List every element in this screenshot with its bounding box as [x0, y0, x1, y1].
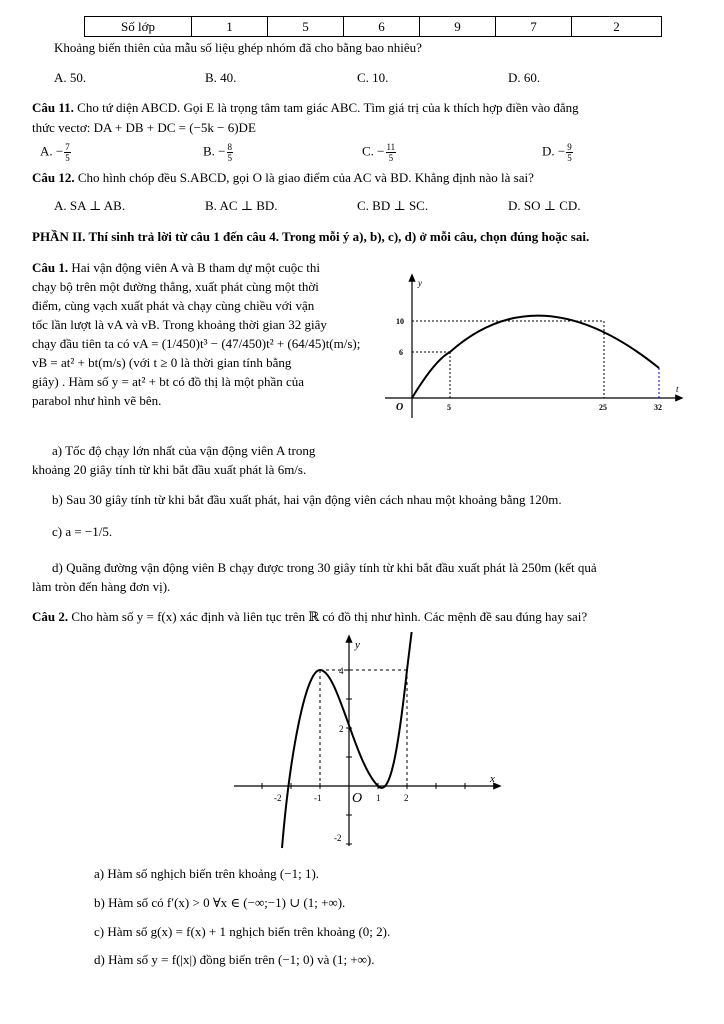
q12-option-a: A. SA ⊥ AB. [54, 198, 126, 213]
denominator: 5 [227, 153, 233, 163]
x-tick-32: 32 [654, 403, 662, 412]
c1-line [32, 258, 372, 277]
q11-line2: thức vectơ: DA + DB + DC = (−5k − 6)DE [32, 120, 256, 135]
q11-option-a [40, 142, 72, 163]
option-c: C. 10. [357, 70, 389, 85]
option-letter: B. [203, 143, 215, 159]
option-sign: − [218, 143, 226, 159]
c1-item-a-line2: khoảng 20 giây tính từ khi bắt đầu xuất phát là 6m/s. [32, 462, 307, 477]
c1-line: tốc lần lượt là vA và vB. Trong khoảng thời gian 32 giây [32, 317, 327, 332]
numerator: 11 [386, 142, 396, 152]
fraction [386, 142, 397, 163]
x-axis-label: x [490, 773, 495, 785]
numerator: 8 [227, 142, 233, 152]
numerator: 7 [65, 142, 70, 152]
q12-text: Cho hình chóp đều S.ABCD, gọi O là giao điểm của AC và BD. Khẳng định nào là sai? [77, 170, 534, 185]
q11-title: Câu 11. [32, 100, 74, 115]
x-tick-1: 1 [376, 793, 381, 803]
q11-line1 [32, 100, 579, 116]
y-axis-label: y [418, 278, 422, 288]
table-cell: 6 [344, 17, 420, 37]
q11-text: Cho tứ diện ABCD. Gọi E là trọng tâm tam giác ABC. Tìm giá trị của k thích hợp điền vào đẳng [77, 100, 579, 115]
q11-option-d [542, 142, 574, 163]
c2-item-b: b) Hàm số có f′(x) > 0 ∀x ∈ (−∞;−1) ∪ (1; +∞). [94, 895, 346, 910]
q12-option-b: B. AC ⊥ BD. [205, 198, 278, 213]
table-cell: 9 [420, 17, 496, 37]
x-tick-25: 25 [599, 403, 607, 412]
denominator: 5 [388, 153, 394, 163]
c1-item-c: c) a = −1/5. [52, 524, 113, 539]
q12-title: Câu 12. [32, 170, 75, 185]
y-tick-6: 6 [399, 348, 403, 357]
q11-option-c [362, 142, 397, 163]
question-text: Khoảng biến thiên của mẫu số liệu ghép nhóm đã cho bằng bao nhiêu? [54, 40, 422, 55]
option-b: B. 40. [205, 70, 237, 85]
c2-function-graph [228, 632, 512, 850]
x-tick-minus2: -2 [274, 793, 282, 803]
denominator: 5 [65, 153, 70, 163]
c1-item-b: b) Sau 30 giây tính từ khi bắt đầu xuất phát, hai vận động viên cách nhau một khoảng bằng 120m. [52, 492, 562, 507]
origin-label: O [396, 402, 404, 413]
parabola-curve [412, 316, 659, 398]
option-sign: − [55, 143, 64, 159]
c1-item-a-line1: a) Tốc độ chạy lớn nhất của vận động viên A trong [52, 443, 316, 458]
denominator: 5 [567, 153, 572, 163]
option-d: D. 60. [508, 70, 541, 85]
part2-heading: PHẦN II. Thí sinh trả lời từ câu 1 đến câu 4. Trong mỗi ý a), b), c), d) ở mỗi câu, chọn đúng hoặc sai. [32, 229, 590, 244]
c1-title: Câu 1. [32, 260, 69, 275]
y-tick-2: 2 [339, 724, 344, 734]
c2-text: Cho hàm số y = f(x) xác định và liên tục trên ℝ có đồ thị như hình. Các mệnh đề sau đúng hay sai? [71, 609, 588, 624]
x-tick-2: 2 [404, 793, 409, 803]
q12-option-d: D. SO ⊥ CD. [508, 198, 581, 213]
c2-item-c: c) Hàm số g(x) = f(x) + 1 nghịch biến trên khoảng (0; 2). [94, 924, 391, 939]
origin-label: O [352, 791, 363, 806]
c1-line: parabol như hình vẽ bên. [32, 393, 162, 408]
q12-option-c: C. BD ⊥ SC. [357, 198, 429, 213]
numerator: 9 [567, 142, 572, 152]
q11-option-b [203, 142, 234, 163]
x-axis-label: t [676, 384, 679, 394]
fraction [64, 142, 71, 163]
c1-line: chạy bộ trên một đường thẳng, xuất phát cùng một thời [32, 279, 319, 294]
c1-line: vB = at² + bt(m/s) (với t ≥ 0 là thời gian tính bằng [32, 355, 292, 370]
y-tick-10: 10 [396, 317, 404, 326]
c1-line: giây) . Hàm số y = at² + bt có đồ thị là một phần của [32, 374, 305, 389]
fraction [227, 142, 234, 163]
option-a: A. 50. [54, 70, 87, 85]
y-tick-4: 4 [339, 666, 344, 676]
c1-paragraph [32, 258, 372, 410]
x-tick-5: 5 [447, 403, 451, 412]
c2-item-d: d) Hàm số y = f(|x|) đồng biến trên (−1; 0) và (1; +∞). [94, 952, 375, 967]
table-cell: 1 [192, 17, 268, 37]
option-sign: − [557, 143, 566, 159]
c2-item-a: a) Hàm số nghịch biến trên khoảng (−1; 1). [94, 866, 320, 881]
option-sign: − [377, 143, 385, 159]
c1-line: điểm, cùng vạch xuất phát và chạy cùng chiều với vận [32, 298, 315, 313]
q12-line [32, 170, 534, 186]
x-tick-minus1: -1 [314, 793, 322, 803]
c2-title: Câu 2. [32, 609, 69, 624]
table-cell: 2 [572, 17, 662, 37]
y-tick-minus2: -2 [334, 833, 342, 843]
frequency-table [84, 16, 662, 37]
c1-line: chạy đầu tiên ta có vA = (1/450)t³ − (47/450)t² + (64/45)t(m/s); [32, 336, 361, 351]
c1-velocity-graph [380, 272, 685, 422]
option-letter: C. [362, 143, 374, 159]
fraction [566, 142, 573, 163]
c2-line [32, 609, 587, 625]
y-axis-label: y [355, 639, 360, 651]
c1-item-d-line1: d) Quãng đường vận động viên B chạy được trong 30 giây tính từ khi bắt đầu xuất phát là 250m (kết quả [52, 560, 597, 575]
table-cell: 5 [268, 17, 344, 37]
table-cell: Số lớp [85, 17, 192, 37]
table-cell: 7 [496, 17, 572, 37]
c1-text: Hai vận động viên A và B tham dự một cuộc thi [71, 260, 320, 275]
c1-item-d-line2: làm tròn đến hàng đơn vị). [32, 579, 171, 594]
option-letter: D. [542, 143, 555, 159]
option-letter: A. [40, 143, 53, 159]
